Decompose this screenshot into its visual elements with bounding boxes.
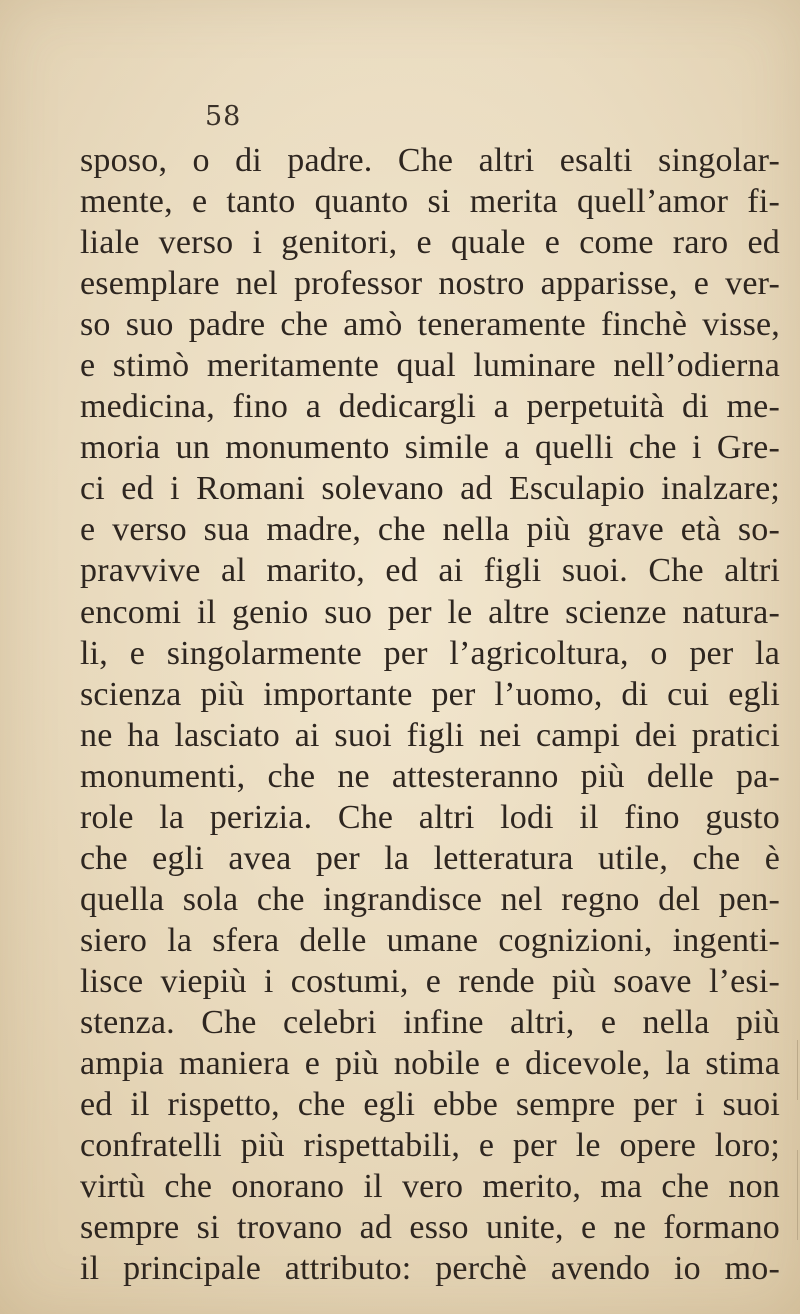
text-line: ed il rispetto, che egli ebbe sempre per i suoi xyxy=(80,1086,780,1124)
page-edge-mark xyxy=(797,1150,798,1240)
text-line: mente, e tanto quanto si merita quell’amor fi- xyxy=(80,183,780,221)
text-line: scienza più importante per l’uomo, di cui egli xyxy=(80,675,780,713)
text-line: moria un monumento simile a quelli che i Gre- xyxy=(80,429,780,467)
text-line: confratelli più rispettabili, e per le opere loro; xyxy=(80,1127,780,1165)
text-line: il principale attributo: perchè avendo io mo- xyxy=(80,1250,780,1288)
text-line: stenza. Che celebri infine altri, e nella più xyxy=(80,1003,780,1041)
text-line: esemplare nel professor nostro apparisse, e ver- xyxy=(80,265,780,303)
text-line: ampia maniera e più nobile e dicevole, la stima xyxy=(80,1045,780,1083)
text-line: so suo padre che amò teneramente finchè visse, xyxy=(80,306,780,344)
text-line: ci ed i Romani solevano ad Esculapio inalzare; xyxy=(80,470,780,508)
text-line: liale verso i genitori, e quale e come raro ed xyxy=(80,224,780,262)
body-text xyxy=(80,140,780,1289)
page-number: 58 xyxy=(205,101,242,132)
text-line: e stimò meritamente qual luminare nell’odierna xyxy=(80,347,780,385)
text-line: medicina, fino a dedicargli a perpetuità di me- xyxy=(80,388,780,426)
text-line: virtù che onorano il vero merito, ma che non xyxy=(80,1168,780,1206)
text-line: role la perizia. Che altri lodi il fino gusto xyxy=(80,798,780,836)
text-line: encomi il genio suo per le altre scienze natura- xyxy=(80,593,780,631)
text-line: e verso sua madre, che nella più grave età so- xyxy=(80,511,780,549)
text-line: sempre si trovano ad esso unite, e ne formano xyxy=(80,1209,780,1247)
text-line: sposo, o di padre. Che altri esalti singolar- xyxy=(80,142,780,179)
text-line: siero la sfera delle umane cognizioni, ingenti- xyxy=(80,921,780,959)
text-line: quella sola che ingrandisce nel regno del pen- xyxy=(80,880,780,918)
page-edge-mark xyxy=(797,1040,798,1100)
text-line: ne ha lasciato ai suoi figli nei campi dei pratici xyxy=(80,716,780,754)
text-line: li, e singolarmente per l’agricoltura, o per la xyxy=(80,634,780,672)
text-line: che egli avea per la letteratura utile, che è xyxy=(80,839,780,877)
text-line: pravvive al marito, ed ai figli suoi. Che altri xyxy=(80,552,780,590)
text-line: lisce viepiù i costumi, e rende più soave l’esi- xyxy=(80,962,780,1000)
text-line: monumenti, che ne attesteranno più delle pa- xyxy=(80,757,780,795)
